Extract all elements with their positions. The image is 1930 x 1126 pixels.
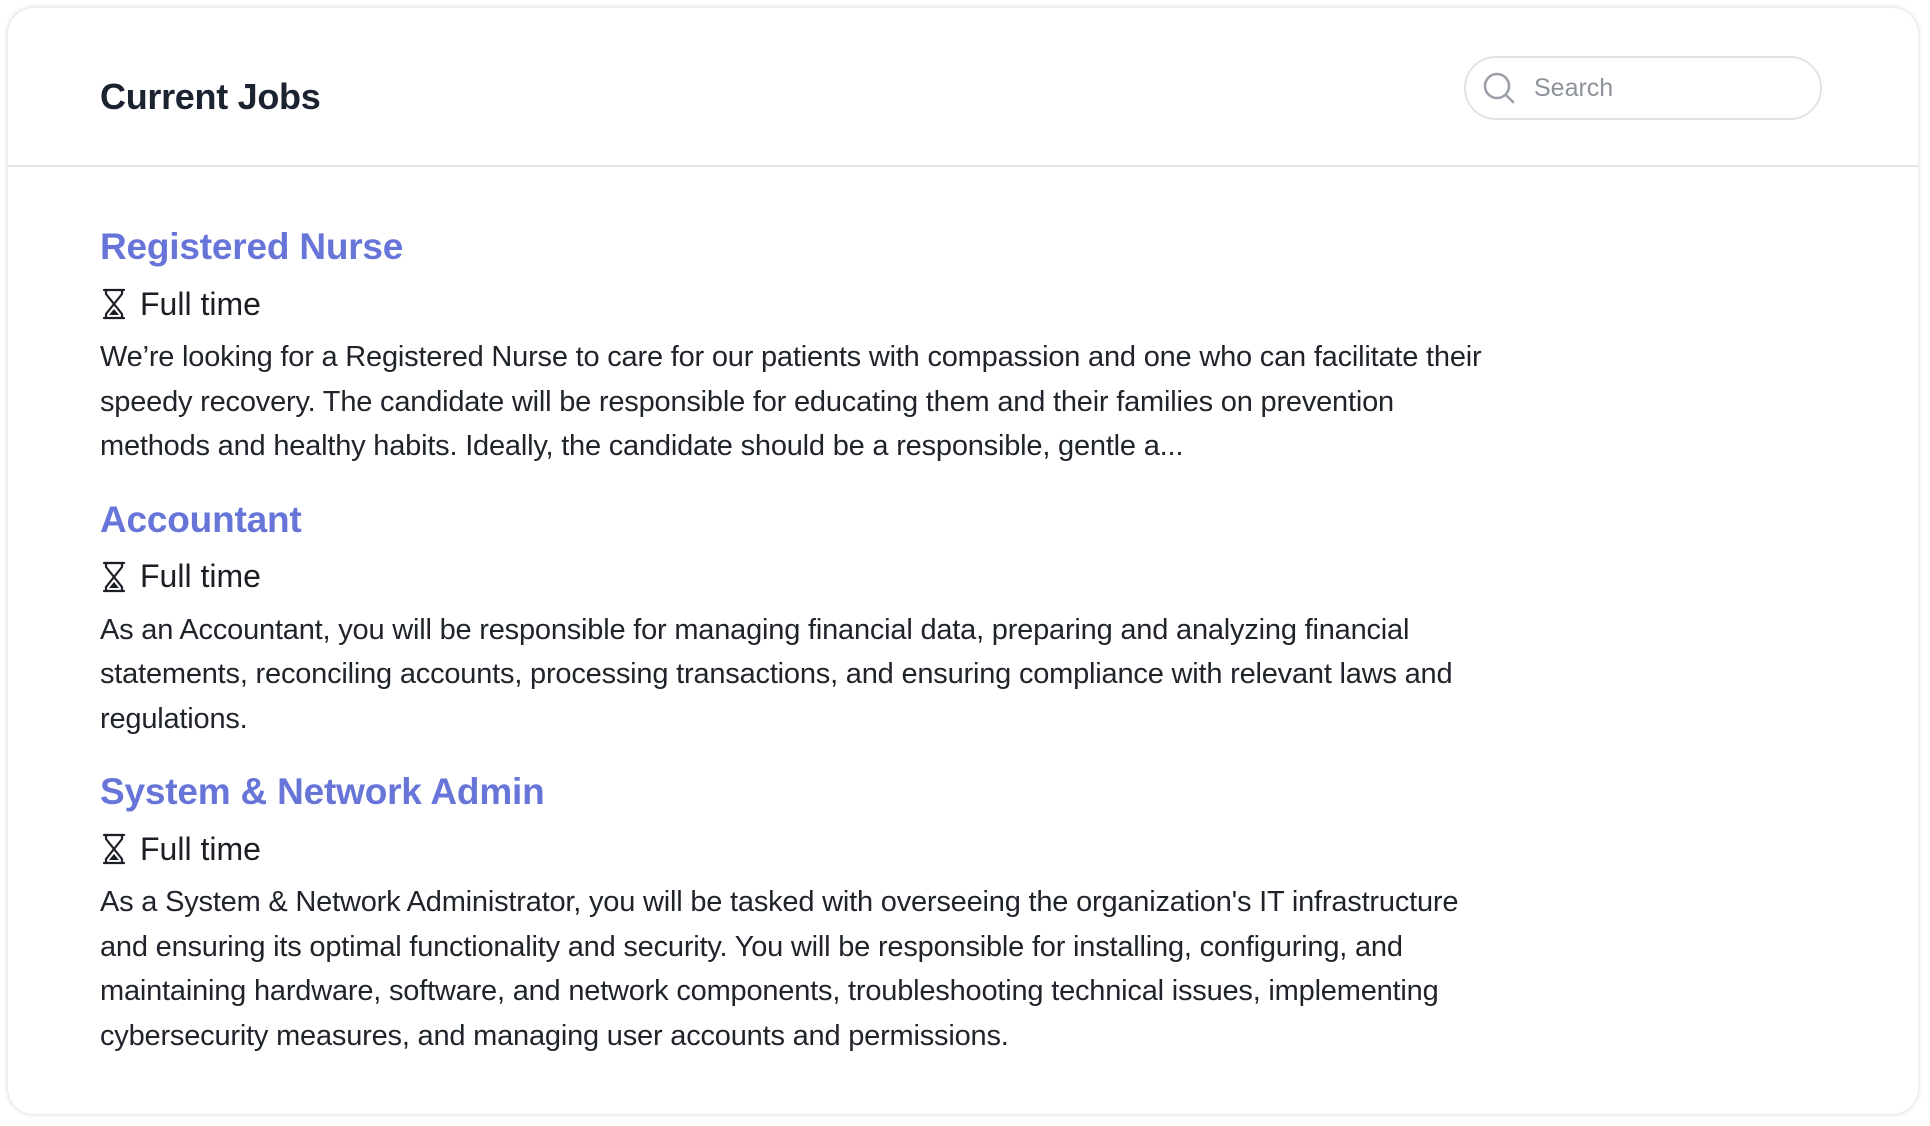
job-item: [100, 766, 1490, 1058]
hourglass-icon: [100, 287, 128, 321]
card-header: [8, 8, 1918, 167]
job-item: [100, 494, 1490, 742]
job-type: [100, 822, 1490, 876]
job-description: We’re looking for a Registered Nurse to care for our patients with compassion and one who can facilitate their speedy recovery. The candidate will be responsible for educating them and their families on prevention methods and healthy habits. Ideally, the candidate should be a responsible, gentle a...: [100, 341, 1482, 462]
job-title-link[interactable]: System & Network Admin: [100, 771, 545, 812]
job-description: As an Accountant, you will be responsible for managing financial data, preparing and analyzing financial statements, reconciling accounts, processing transactions, and ensuring compliance with relevant laws and regulations.: [100, 613, 1453, 735]
job-description: As a System & Network Administrator, you will be tasked with overseeing the organization's IT infrastructure and ensuring its optimal functionality and security. You will be responsible for installing, configuring, and maintaining hardware, software, and network components, troubleshooting technical issues, implementing cybersecurity measures, and managing user accounts and permissions.: [100, 886, 1459, 1052]
page-title: Current Jobs: [100, 76, 321, 117]
job-type-label: Full time: [140, 285, 261, 322]
search-input[interactable]: [1532, 73, 1796, 104]
search-icon: [1480, 69, 1518, 107]
job-type: [100, 277, 1490, 331]
hourglass-icon: [100, 832, 128, 866]
job-type-label: Full time: [140, 558, 261, 594]
job-type: [100, 550, 1490, 604]
job-title-link[interactable]: Accountant: [100, 498, 302, 540]
hourglass-icon: [100, 560, 128, 594]
job-type-label: Full time: [140, 830, 261, 867]
jobs-card: [8, 8, 1918, 1114]
search-box[interactable]: [1464, 56, 1822, 120]
job-title-link[interactable]: Registered Nurse: [100, 226, 404, 267]
job-list: [100, 221, 1490, 1083]
job-item: [100, 221, 1490, 469]
